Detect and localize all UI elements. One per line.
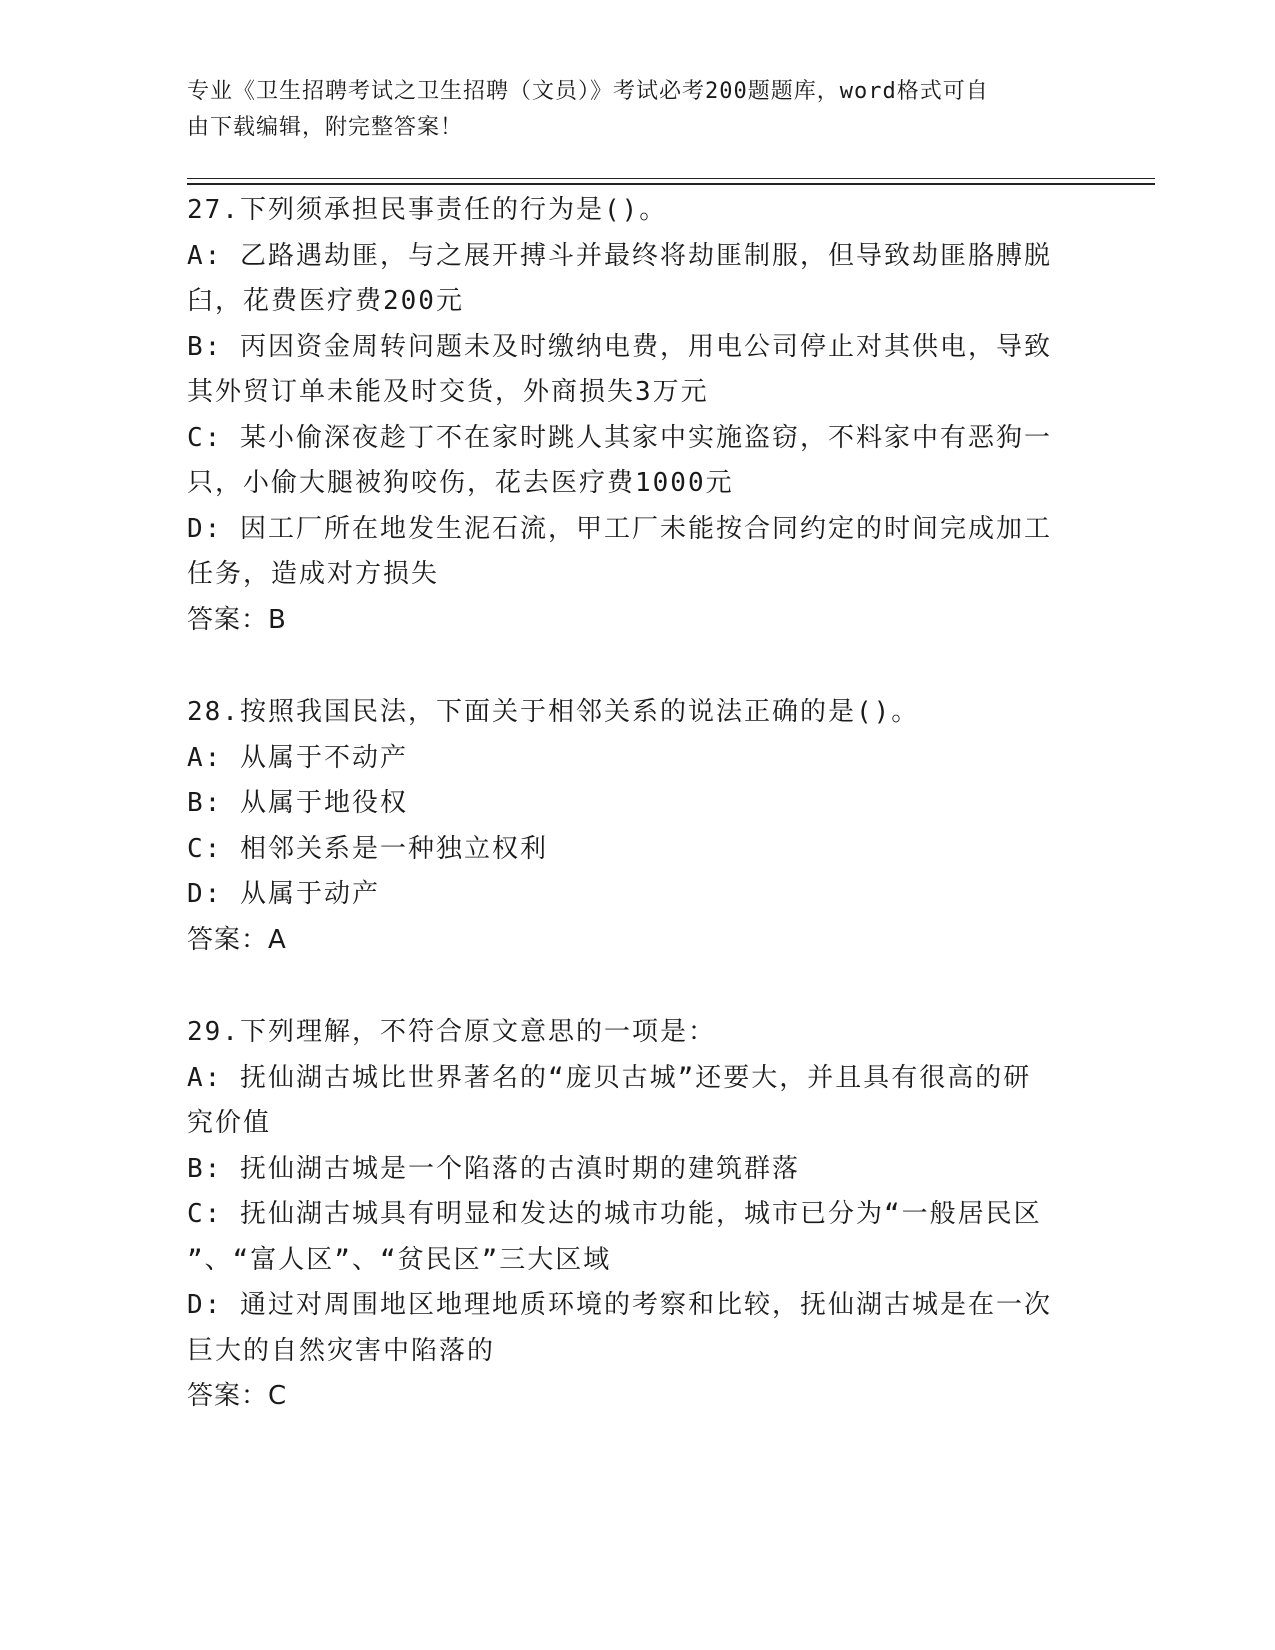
option-a-line-2: 究价值 (187, 1108, 272, 1138)
option-b-line-2: 其外贸订单未能及时交货，外商损失3万元 (187, 377, 709, 407)
answer: 答案：A (187, 924, 287, 955)
option-b-line-1: B: 丙因资金周转问题未及时缴纳电费，用电公司停止对其供电，导致 (187, 331, 1052, 362)
question-list (187, 188, 1087, 1420)
option-a-line-1: A: 乙路遇劫匪，与之展开搏斗并最终将劫匪制服，但导致劫匪胳膊脱 (187, 240, 1052, 271)
header-line-2: 由下载编辑，附完整答案！ (187, 115, 464, 140)
answer: 答案：C (187, 1381, 288, 1411)
question-27 (187, 188, 1087, 643)
option-c-line-1: C: 抚仙湖古城具有明显和发达的城市功能，城市已分为“一般居民区 (187, 1199, 1042, 1229)
option-d-line-2: 巨大的自然灾害中陷落的 (187, 1335, 496, 1366)
option-a-line-1: A: 抚仙湖古城比世界著名的“庞贝古城”还要大，并且具有很高的研 (187, 1062, 1032, 1093)
document-header (187, 74, 1087, 146)
option-d-line-2: 任务，造成对方损失 (187, 559, 440, 589)
option-d-line-1: D: 通过对周围地区地理地质环境的考察和比较，抚仙湖古城是在一次 (187, 1290, 1052, 1320)
option-d: D: 从属于动产 (187, 879, 380, 909)
question-text: 28.按照我国民法，下面关于相邻关系的说法正确的是()。 (187, 697, 920, 727)
question-text: 29.下列理解，不符合原文意思的一项是： (187, 1017, 716, 1047)
option-c-line-2: 只，小偷大腿被狗咬伤，花去医疗费1000元 (187, 468, 734, 498)
option-a-line-2: 臼，花费医疗费200元 (187, 286, 464, 316)
option-d-line-1: D: 因工厂所在地发生泥石流，甲工厂未能按合同约定的时间完成加工 (187, 513, 1052, 544)
option-c: C: 相邻关系是一种独立权利 (187, 833, 548, 864)
question-28 (187, 690, 1087, 963)
option-b: B: 抚仙湖古城是一个陷落的古滇时期的建筑群落 (187, 1153, 800, 1184)
question-29 (187, 1010, 1087, 1420)
header-divider-thin (187, 178, 1155, 179)
answer: 答案：B (187, 604, 287, 635)
option-a: A: 从属于不动产 (187, 742, 408, 773)
option-b: B: 从属于地役权 (187, 788, 408, 818)
header-line-1: 专业《卫生招聘考试之卫生招聘（文员）》考试必考200题题库，word格式可自 (187, 79, 989, 104)
header-divider-thick (187, 183, 1155, 185)
option-c-line-2: ”、“富人区”、“贫民区”三大区域 (187, 1244, 612, 1275)
option-c-line-1: C: 某小偷深夜趁丁不在家时跳人其家中实施盗窃，不料家中有恶狗一 (187, 422, 1052, 453)
question-text: 27.下列须承担民事责任的行为是()。 (187, 195, 668, 225)
